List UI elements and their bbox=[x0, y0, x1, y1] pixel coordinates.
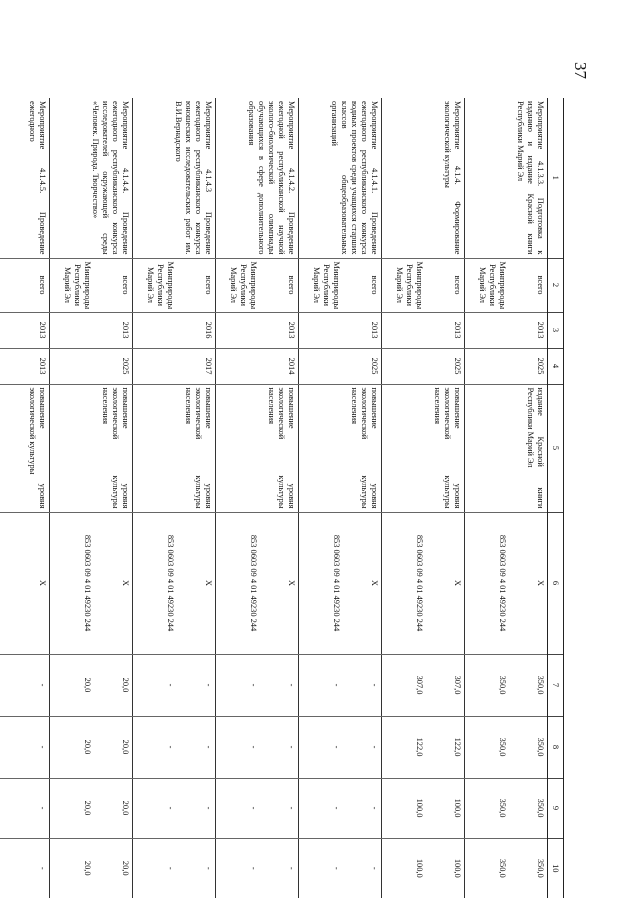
responsible-agency: Минприроды Республики Марий Эл bbox=[63, 261, 92, 310]
column-header: 7 bbox=[548, 654, 564, 716]
value-col7: 350,0 bbox=[498, 675, 507, 695]
value-col9-total: 20,0 bbox=[121, 800, 130, 816]
responsible-total: всего bbox=[536, 275, 545, 295]
value-col10-total: - bbox=[287, 866, 296, 870]
value-col8-total: - bbox=[204, 745, 213, 749]
value-col9-total: 100,0 bbox=[453, 798, 462, 818]
value-col10 bbox=[0, 842, 9, 896]
value-col9-total: - bbox=[38, 806, 47, 810]
value-col7-total: 20,0 bbox=[121, 677, 130, 693]
value-col10-total: 100,0 bbox=[453, 858, 462, 878]
value-col8-total: - bbox=[287, 745, 296, 749]
value-col9-total: - bbox=[204, 806, 213, 810]
value-col8: - bbox=[166, 745, 175, 749]
expected-result: издание Красной книги Республики Марий Эл bbox=[526, 387, 545, 509]
value-col9: - bbox=[249, 806, 258, 810]
responsible-total: всего bbox=[121, 275, 130, 295]
value-col7: - bbox=[332, 683, 341, 687]
value-col7-total: 350,0 bbox=[536, 675, 545, 695]
value-col9: - bbox=[332, 806, 341, 810]
value-col8-total: 350,0 bbox=[536, 737, 545, 757]
budget-code-total: Х bbox=[204, 579, 213, 587]
responsible-agency: Минприроды Республики Марий Эл bbox=[146, 261, 175, 310]
responsible-agency bbox=[0, 262, 9, 309]
table-row bbox=[465, 98, 548, 898]
value-col7: 307,0 bbox=[415, 675, 424, 695]
budget-code-total: Х bbox=[370, 579, 379, 587]
value-col8-total: 122,0 bbox=[453, 737, 462, 757]
expected-result: повышение уровня экологической культуры bbox=[28, 387, 47, 509]
value-col10-total: - bbox=[38, 866, 47, 870]
measure-name: Мероприятие 4.1.4. Формирование экологической культуры bbox=[443, 101, 462, 255]
start-year: 2013 bbox=[38, 321, 47, 339]
start-year: 2013 bbox=[121, 321, 130, 339]
end-year: 2013 bbox=[38, 357, 47, 375]
value-col7-total: - bbox=[370, 683, 379, 687]
page-number: 37 bbox=[571, 62, 590, 79]
responsible-total: всего bbox=[38, 275, 47, 295]
value-col7-total: - bbox=[287, 683, 296, 687]
measure-name: Мероприятие 4.1.4.4. Проведение ежегодного республиканского конкурса исследователей окружающей среды «Человек. Природа. Творчество» bbox=[91, 101, 130, 255]
budget-code-total: Х bbox=[453, 579, 462, 587]
responsible-total: всего bbox=[370, 275, 379, 295]
column-header: 6 bbox=[548, 512, 564, 654]
budget-code bbox=[0, 516, 9, 651]
program-table bbox=[0, 98, 564, 898]
value-col8: 350,0 bbox=[498, 737, 507, 757]
value-col8: - bbox=[332, 745, 341, 749]
table-row bbox=[50, 98, 133, 898]
table-row bbox=[216, 98, 299, 898]
end-year: 2014 bbox=[287, 357, 296, 375]
value-col7: - bbox=[249, 683, 258, 687]
value-col10: 100,0 bbox=[415, 858, 424, 878]
budget-code-total: Х bbox=[536, 579, 545, 587]
expected-result: повышение уровня экологической культуры населения bbox=[267, 387, 296, 509]
budget-code-total: Х bbox=[38, 579, 47, 587]
column-number-row bbox=[548, 98, 564, 898]
start-year: 2013 bbox=[453, 321, 462, 339]
start-year: 2013 bbox=[287, 321, 296, 339]
expected-result: повышение уровня экологической культуры населения bbox=[101, 387, 130, 509]
responsible-total: всего bbox=[204, 275, 213, 295]
expected-result: повышение уровня экологической культуры населения bbox=[350, 387, 379, 509]
value-col8: - bbox=[249, 745, 258, 749]
column-header: 5 bbox=[548, 384, 564, 512]
responsible-agency: Минприроды Республики Марий Эл bbox=[395, 261, 424, 310]
end-year: 2025 bbox=[121, 357, 130, 375]
value-col10: - bbox=[332, 866, 341, 870]
value-col10: 20,0 bbox=[83, 860, 92, 876]
column-header: 10 bbox=[548, 838, 564, 898]
budget-code-total: Х bbox=[121, 579, 130, 587]
value-col8-total: - bbox=[38, 745, 47, 749]
value-col8-total: - bbox=[370, 745, 379, 749]
start-year: 2013 bbox=[536, 321, 545, 339]
column-header: 3 bbox=[548, 312, 564, 348]
end-year: 2025 bbox=[453, 357, 462, 375]
budget-code: 853 0603 09 4 01 49230 244 bbox=[166, 534, 175, 632]
responsible-agency: Минприроды Республики Марий Эл bbox=[229, 261, 258, 310]
value-col9: 100,0 bbox=[415, 798, 424, 818]
measure-name: Мероприятие 4.1.4.2. Проведение ежегодной республиканской научной эколого-биологической олимпиады обучающихся в сфере дополнительного образования bbox=[247, 101, 296, 255]
value-col7: 20,0 bbox=[83, 677, 92, 693]
value-col9: 350,0 bbox=[498, 798, 507, 818]
column-header: 8 bbox=[548, 716, 564, 778]
budget-code-total: Х bbox=[287, 579, 296, 587]
value-col8: 122,0 bbox=[415, 737, 424, 757]
responsible-total: всего bbox=[453, 275, 462, 295]
value-col9-total: 350,0 bbox=[536, 798, 545, 818]
table-row bbox=[0, 98, 50, 898]
value-col10-total: 20,0 bbox=[121, 860, 130, 876]
value-col10-total: - bbox=[370, 866, 379, 870]
column-header: 1 bbox=[548, 98, 564, 258]
value-col9: 20,0 bbox=[83, 800, 92, 816]
value-col9-total: - bbox=[370, 806, 379, 810]
value-col7-total: 307,0 bbox=[453, 675, 462, 695]
responsible-agency: Минприроды Республики Марий Эл bbox=[312, 261, 341, 310]
value-col10: - bbox=[166, 866, 175, 870]
value-col8: 20,0 bbox=[83, 739, 92, 755]
table-row bbox=[133, 98, 216, 898]
table-row bbox=[299, 98, 382, 898]
measure-name: Мероприятие 4.1.4.1. Проведение ежегодного республиканского конкурса водных проектов среди учащихся старших классов общеобразовательных организаций bbox=[330, 101, 379, 255]
column-header: 9 bbox=[548, 778, 564, 838]
budget-code: 853 0603 09 4 01 49230 244 bbox=[83, 534, 92, 632]
budget-code: 853 0603 09 4 01 49230 244 bbox=[249, 534, 258, 632]
start-year: 2013 bbox=[370, 321, 379, 339]
value-col9 bbox=[0, 782, 9, 835]
column-header: 4 bbox=[548, 348, 564, 384]
budget-code: 853 0603 09 4 01 49230 244 bbox=[498, 534, 507, 632]
budget-code: 853 0603 09 4 01 49230 244 bbox=[415, 534, 424, 632]
start-year: 2016 bbox=[204, 321, 213, 339]
value-col10-total: 350,0 bbox=[536, 858, 545, 878]
column-header: 2 bbox=[548, 258, 564, 312]
expected-result: повышение уровня экологической культуры населения bbox=[433, 387, 462, 509]
value-col10-total: - bbox=[204, 866, 213, 870]
measure-name: Мероприятие 4.1.3.3. Подготовка к изданию и издание Красной книги Республики Марий Эл bbox=[516, 101, 545, 255]
measure-name: Мероприятие 4.1.4.5. Проведение ежегодного bbox=[28, 101, 47, 255]
table-row bbox=[382, 98, 465, 898]
rotated-table-wrapper bbox=[28, 98, 564, 898]
value-col8-total: 20,0 bbox=[121, 739, 130, 755]
value-col10: 350,0 bbox=[498, 858, 507, 878]
responsible-agency: Минприроды Республики Марий Эл bbox=[478, 261, 507, 310]
measure-name: Мероприятие 4.1.4.3 Проведение ежегодного республиканского конкурса юношеских исследовательских работ им. В.И.Вернадского bbox=[174, 101, 213, 255]
end-year: 2025 bbox=[536, 357, 545, 375]
end-year: 2025 bbox=[370, 357, 379, 375]
value-col9-total: - bbox=[287, 806, 296, 810]
budget-code: 853 0603 09 4 01 49230 244 bbox=[332, 534, 341, 632]
end-year: 2017 bbox=[204, 357, 213, 375]
responsible-total: всего bbox=[287, 275, 296, 295]
value-col8 bbox=[0, 720, 9, 775]
value-col7: - bbox=[166, 683, 175, 687]
value-col10: - bbox=[249, 866, 258, 870]
expected-result: повышение уровня экологической культуры населения bbox=[184, 387, 213, 509]
value-col7-total: - bbox=[38, 683, 47, 687]
value-col7 bbox=[0, 658, 9, 713]
value-col9: - bbox=[166, 806, 175, 810]
value-col7-total: - bbox=[204, 683, 213, 687]
